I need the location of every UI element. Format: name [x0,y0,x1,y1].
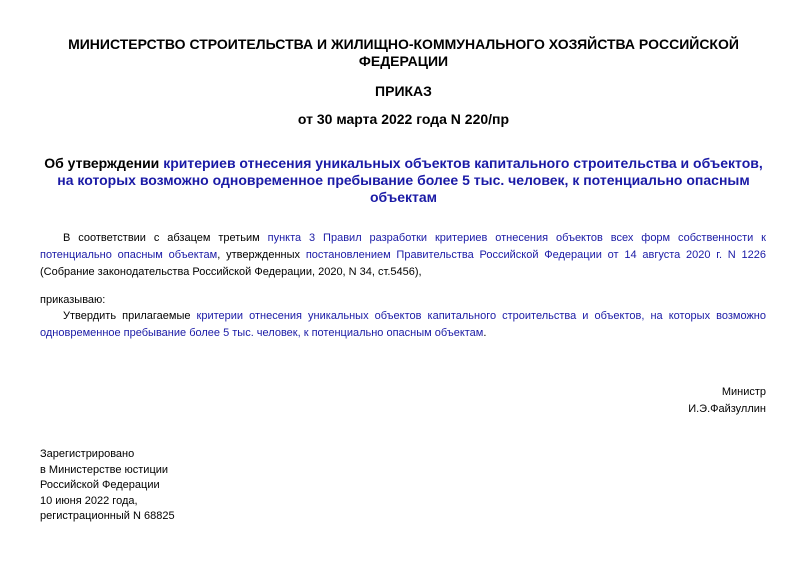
registration-date: 10 июня 2022 года, [40,495,138,507]
order-word: приказываю: [40,294,106,306]
preamble-text-2: , утвержденных [217,249,306,261]
approve-text-2: . [483,327,487,339]
rules-point-3-link[interactable]: пункта 3 Правил разработки критериев отнесения объектов всех форм собственности к потенциально опасным объектам [40,232,766,261]
approve-text-1: Утвердить прилагаемые [63,310,197,322]
preamble-paragraph [40,230,766,281]
registration-number: регистрационный N 68825 [40,510,175,522]
registration-line: Российской Федерации [40,479,160,491]
government-decree-link[interactable]: постановлением Правительства Российской Федерации от 14 августа 2020 г. N 1226 [305,249,766,261]
approved-criteria-link[interactable]: критерии отнесения уникальных объектов капитального строительства и объектов, на которых возможно одновременное пребывание более 5 тыс. человек, к потенциально опасным объектам [40,310,767,339]
preamble-text-3: (Собрание законодательства Российской Федерации, 2020, N 34, ст.5456), [40,266,422,278]
signatory-position: Министр [721,386,766,398]
preamble-text-1: В соответствии с абзацем третьим [63,232,268,244]
ministry-name: МИНИСТЕРСТВО СТРОИТЕЛЬСТВА И ЖИЛИЩНО-КОММУНАЛЬНОГО ХОЗЯЙСТВА РОССИЙСКОЙ ФЕДЕРАЦИИ [68,36,739,69]
document-date: от 30 марта 2022 года N 220/пр [297,111,510,127]
registration-line: в Министерстве юстиции [40,464,169,476]
title-prefix: Об утверждении [44,155,164,171]
approve-paragraph [40,308,766,342]
registration-line: Зарегистрировано [40,448,135,460]
document-type: ПРИКАЗ [375,83,432,99]
document-title [40,155,767,206]
title-criteria-link[interactable]: критериев отнесения уникальных объектов капитального строительства и объектов, на которых возможно одновременное пребывание более 5 тыс. человек, к потенциально опасным объектам [57,155,763,205]
signatory-name: И.Э.Файзуллин [688,403,766,415]
